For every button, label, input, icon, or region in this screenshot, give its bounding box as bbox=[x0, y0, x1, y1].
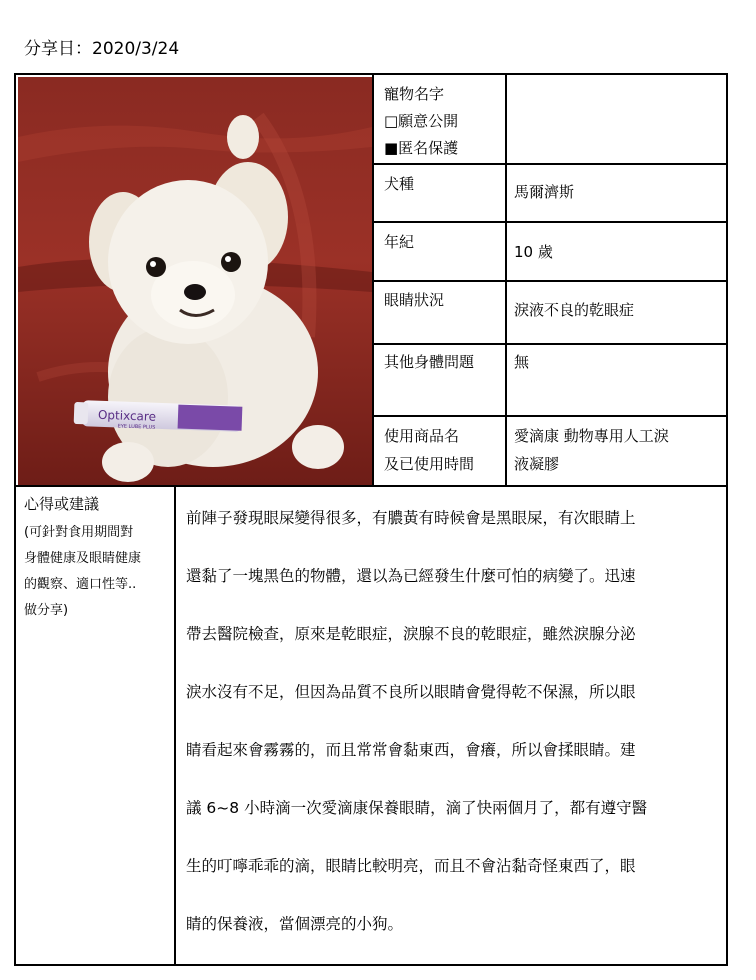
grid-line bbox=[16, 485, 728, 487]
feedback-line: 前陣子發現眼屎變得很多，有膿黃有時候會是黑眼屎，有次眼睛上 bbox=[186, 509, 636, 527]
public-option[interactable]: □願意公開 bbox=[384, 112, 459, 130]
age-value: 10 歲 bbox=[514, 243, 553, 261]
feedback-line: 議 6~8 小時滴一次愛滴康保養眼睛，滴了快兩個月了，都有遵守醫 bbox=[186, 799, 648, 817]
other-health-value: 無 bbox=[514, 353, 530, 371]
grid-line bbox=[374, 343, 728, 345]
dog-photo-image bbox=[18, 77, 372, 485]
grid-line bbox=[374, 221, 728, 223]
product-label-line2: 及已使用時間 bbox=[384, 455, 475, 473]
pet-photo bbox=[18, 77, 372, 485]
feedback-text bbox=[186, 489, 722, 953]
grid-line bbox=[374, 163, 728, 165]
eye-condition-label: 眼睛狀況 bbox=[384, 291, 445, 309]
anonymous-option[interactable]: ■匿名保護 bbox=[384, 139, 459, 157]
product-value-line2: 液凝膠 bbox=[514, 455, 560, 473]
grid-line bbox=[374, 280, 728, 282]
other-health-label: 其他身體問題 bbox=[384, 353, 475, 371]
breed-value: 馬爾濟斯 bbox=[514, 183, 575, 201]
feedback-line: 帶去醫院檢查，原來是乾眼症，淚腺不良的乾眼症，雖然淚腺分泌 bbox=[186, 625, 636, 643]
feedback-line: 睛看起來會霧霧的，而且常常會黏東西，會癢，所以會揉眼睛。建 bbox=[186, 741, 636, 759]
feedback-label: 心得或建議 bbox=[24, 495, 100, 513]
product-label-line1: 使用商品名 bbox=[384, 427, 460, 445]
feedback-hint-line: 身體健康及眼睛健康 bbox=[24, 551, 142, 566]
feedback-hint-line: 的觀察、適口性等.. bbox=[24, 577, 137, 592]
feedback-hint-line: 做分享) bbox=[24, 603, 69, 618]
product-value-line1: 愛滴康 動物專用人工淚 bbox=[514, 427, 669, 445]
breed-label: 犬種 bbox=[384, 175, 415, 193]
grid-line bbox=[174, 487, 176, 966]
eye-condition-value: 淚液不良的乾眼症 bbox=[514, 301, 635, 319]
age-label: 年紀 bbox=[384, 233, 415, 251]
feedback-line: 還黏了一塊黑色的物體，還以為已經發生什麼可怕的病變了。迅速 bbox=[186, 567, 636, 585]
feedback-form bbox=[14, 73, 728, 966]
tube-brand: Optixcare bbox=[97, 407, 157, 424]
share-date: 分享日：2020/3/24 bbox=[24, 39, 180, 59]
grid-line bbox=[374, 415, 728, 417]
pet-name-label: 寵物名字 bbox=[384, 85, 445, 103]
feedback-hint-line: (可針對食用期間對 bbox=[24, 525, 134, 540]
feedback-line: 淚水沒有不足，但因為品質不良所以眼睛會覺得乾不保濕，所以眼 bbox=[186, 683, 636, 701]
tube-subtitle: EYE LUBE PLUS bbox=[117, 423, 156, 431]
feedback-line: 睛的保養液，當個漂亮的小狗。 bbox=[186, 915, 404, 933]
feedback-line: 生的叮嚀乖乖的滴，眼睛比較明亮，而且不會沾黏奇怪東西了，眼 bbox=[186, 857, 636, 875]
